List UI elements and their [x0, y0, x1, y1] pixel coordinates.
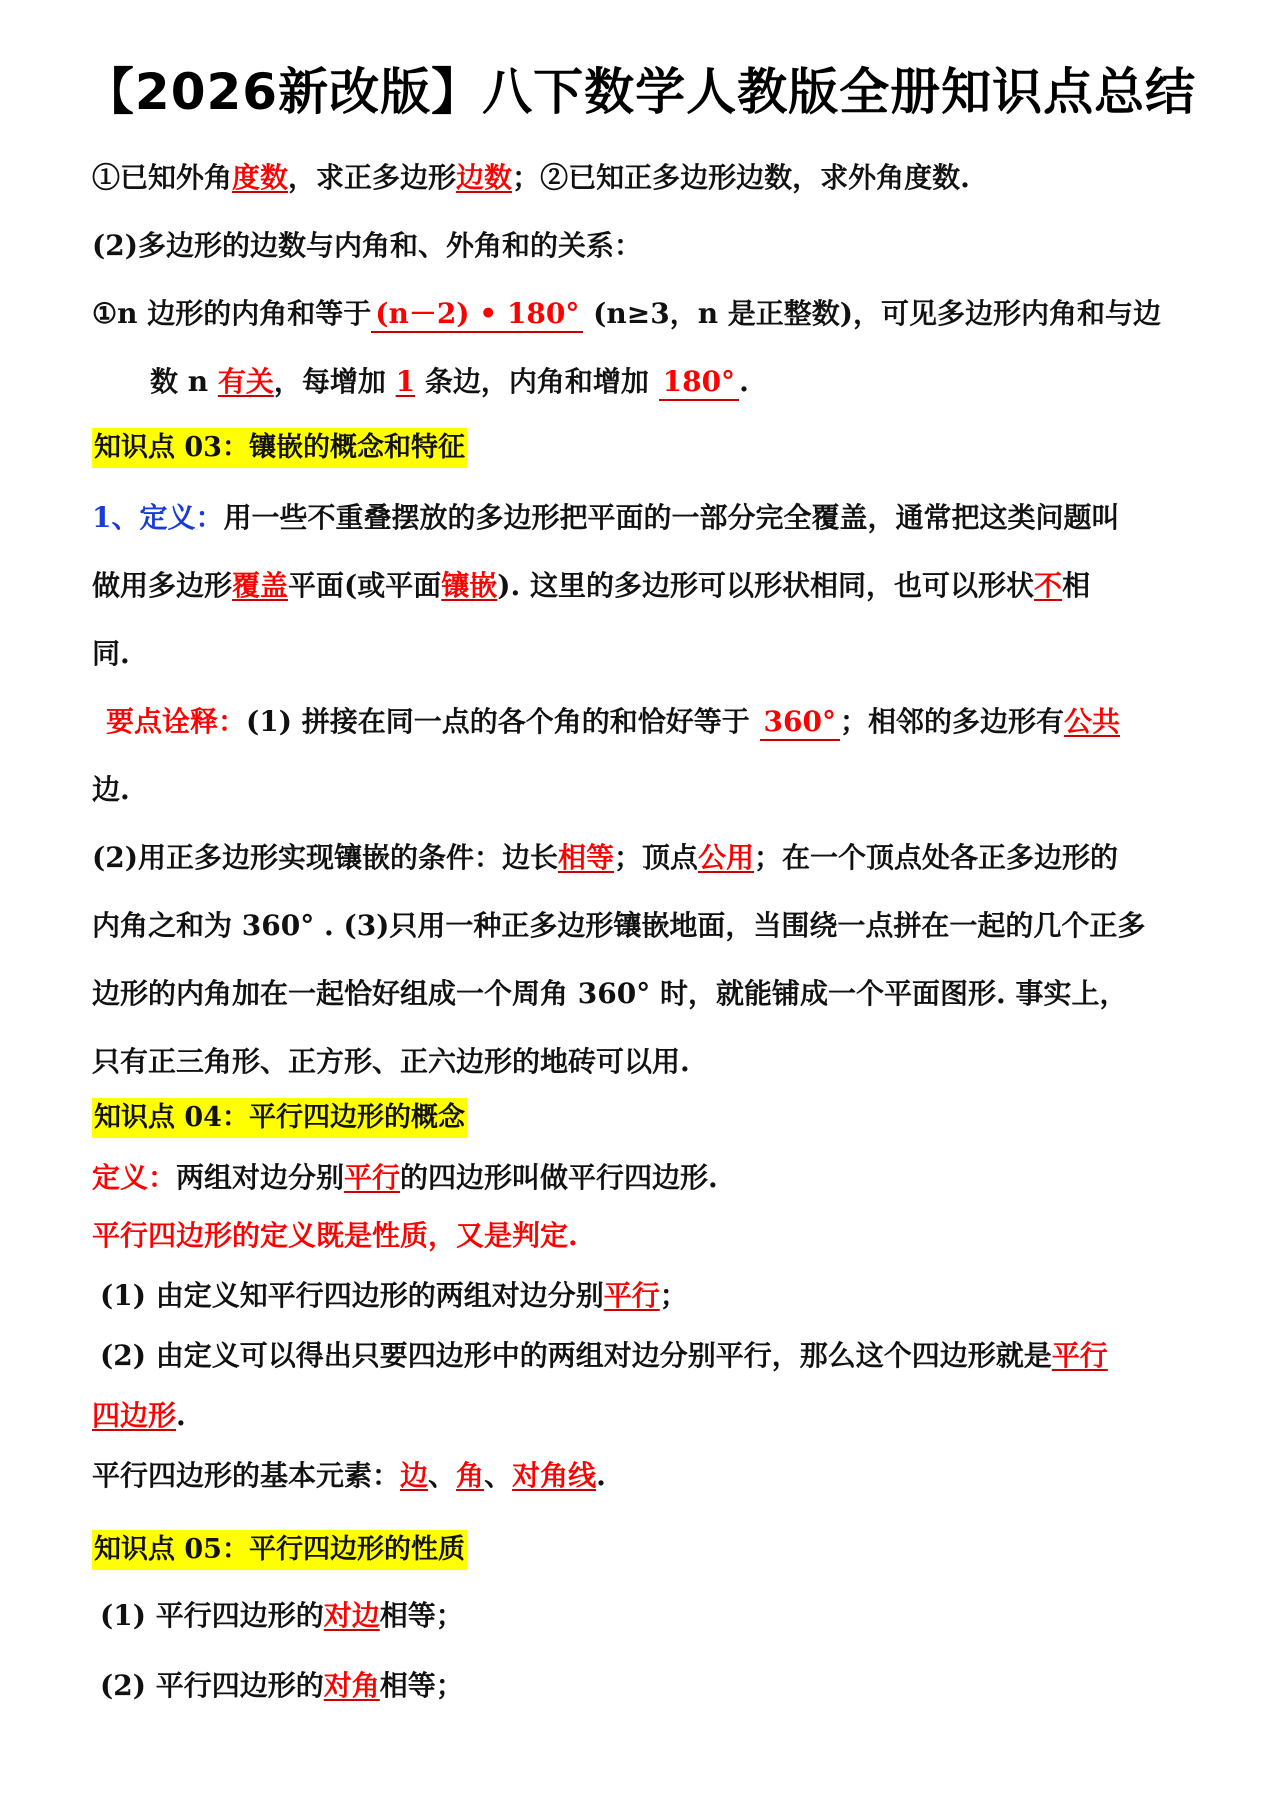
answer-blank: 平行 — [603, 1279, 660, 1312]
answer-blank: 边 — [400, 1459, 429, 1492]
text: 的四边形叫做平行四边形. — [400, 1161, 718, 1194]
text-line-18 — [92, 1396, 1202, 1436]
answer-blank: 对边 — [323, 1599, 380, 1632]
text-line-6 — [92, 566, 1202, 606]
section-heading-05: 知识点 05：平行四边形的性质 — [92, 1530, 467, 1570]
text-line-19 — [92, 1456, 1202, 1496]
text: (n≥3，n 是正整数)，可见多边形内角和与边 — [583, 297, 1162, 330]
definition-label: 定义： — [92, 1161, 177, 1194]
text: ). 这里的多边形可以形状相同，也可以形状 — [497, 569, 1035, 602]
answer-blank: 角 — [456, 1459, 485, 1492]
text-line-10 — [92, 838, 1202, 878]
answer-blank: 360° — [760, 705, 840, 741]
text: ①n 边形的内角和等于 — [92, 297, 372, 330]
text: ；在一个顶点处各正多边形的 — [754, 841, 1119, 874]
answer-blank: 公用 — [698, 841, 755, 874]
text-line-20 — [100, 1596, 1210, 1636]
text: 平面(或平面 — [288, 569, 442, 602]
text-line-15: 平行四边形的定义既是性质，又是判定. — [92, 1219, 578, 1252]
text-line-12: 边形的内角加在一起恰好组成一个周角 360° 时，就能铺成一个平面图形. 事实上， — [92, 977, 1128, 1010]
section-heading-04: 知识点 04：平行四边形的概念 — [92, 1098, 467, 1138]
answer-blank: 四边形 — [92, 1399, 177, 1432]
answer-blank: 对角 — [323, 1669, 380, 1702]
text: ，求正多边形 — [288, 161, 457, 194]
text-line-11: 内角之和为 360° . (3)只用一种正多边形镶嵌地面，当围绕一点拼在一起的几个正多 — [92, 909, 1146, 942]
text: 相等； — [379, 1669, 464, 1702]
answer-blank: 不 — [1034, 569, 1063, 602]
text: ；顶点 — [614, 841, 699, 874]
answer-blank: 1 — [395, 365, 416, 398]
text-line-14 — [92, 1158, 1202, 1198]
text: ；②已知正多边形边数，求外角度数. — [512, 161, 970, 194]
text: . — [176, 1399, 186, 1432]
text-line-16 — [100, 1276, 1210, 1316]
text-line-4 — [150, 362, 1260, 402]
text: 平行四边形的基本元素： — [92, 1459, 401, 1492]
answer-blank: 平行 — [1051, 1339, 1108, 1372]
answer-blank: 度数 — [232, 161, 289, 194]
text-line-17 — [100, 1336, 1210, 1376]
answer-blank: 有关 — [217, 365, 274, 398]
text-line-13: 只有正三角形、正方形、正六边形的地砖可以用. — [92, 1045, 690, 1078]
text: 数 n — [150, 365, 218, 398]
text: . — [596, 1459, 606, 1492]
text: 、 — [484, 1459, 513, 1492]
page-title: 【2026新改版】八下数学人教版全册知识点总结 — [83, 63, 1197, 121]
text: (1) 拼接在同一点的各个角的和恰好等于 — [246, 705, 760, 738]
answer-blank: 180° — [659, 365, 739, 401]
text: 相 — [1062, 569, 1091, 602]
text: (1) 由定义知平行四边形的两组对边分别 — [100, 1279, 604, 1312]
text: 两组对边分别 — [176, 1161, 345, 1194]
note-label: 要点诠释： — [106, 705, 247, 738]
section-heading-03: 知识点 03：镶嵌的概念和特征 — [92, 428, 467, 468]
answer-blank: (n－2) • 180° — [371, 297, 583, 333]
answer-blank: 公共 — [1063, 705, 1120, 738]
text: ，每增加 — [273, 365, 396, 398]
answer-blank: 边数 — [456, 161, 513, 194]
text: ；相邻的多边形有 — [839, 705, 1064, 738]
text: (2)用正多边形实现镶嵌的条件：边长 — [92, 841, 558, 874]
answer-blank: 平行 — [344, 1161, 401, 1194]
text: (2) 由定义可以得出只要四边形中的两组对边分别平行，那么这个四边形就是 — [100, 1339, 1052, 1372]
text: 用一些不重叠摆放的多边形把平面的一部分完全覆盖，通常把这类问题叫 — [223, 501, 1120, 534]
text: (2) 平行四边形的 — [100, 1669, 324, 1702]
answer-blank: 覆盖 — [232, 569, 289, 602]
answer-blank: 相等 — [557, 841, 614, 874]
text: ①已知外角 — [92, 161, 233, 194]
text: 做用多边形 — [92, 569, 233, 602]
text: ； — [659, 1279, 688, 1312]
text-line-3 — [92, 294, 1202, 334]
text: 相等； — [379, 1599, 464, 1632]
text-line-9: 边. — [92, 773, 130, 806]
text-line-2: (2)多边形的边数与内角和、外角和的关系： — [92, 229, 642, 262]
text: 、 — [428, 1459, 457, 1492]
text-line-1 — [92, 158, 1202, 198]
text-line-5 — [92, 498, 1202, 538]
answer-blank: 镶嵌 — [441, 569, 498, 602]
text-line-8 — [106, 702, 1216, 742]
answer-blank: 对角线 — [512, 1459, 597, 1492]
text-line-7: 同. — [92, 637, 130, 670]
definition-label: 1、定义： — [92, 501, 224, 534]
text: 条边，内角和增加 — [415, 365, 659, 398]
text: . — [739, 365, 749, 398]
text-line-21 — [100, 1666, 1210, 1706]
text: (1) 平行四边形的 — [100, 1599, 324, 1632]
